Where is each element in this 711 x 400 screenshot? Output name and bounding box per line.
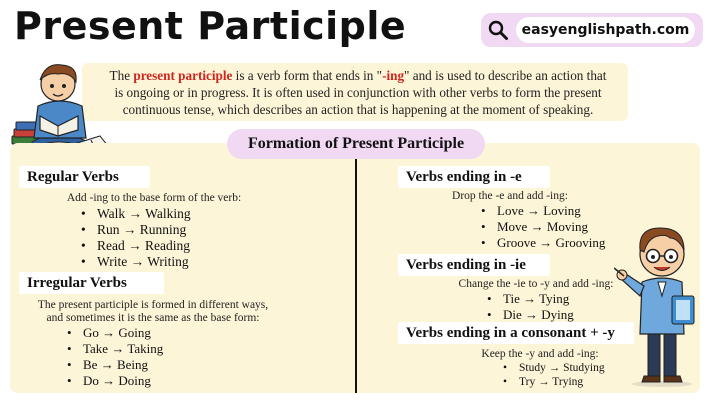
ending-e-note: Drop the -e and add -ing: <box>452 190 568 202</box>
column-divider <box>355 158 357 393</box>
list-item: • Be → Being <box>83 357 163 373</box>
intro-paragraph: The present participle is a verb form that ends in "-ing" and is used to describe an action that is ongoing or in progress. It is often used in conjunction with other verbs to form the present continuous tense, which describes an action that is happening at the moment of speaking. <box>82 63 628 121</box>
regular-verbs-heading: Regular Verbs <box>19 166 150 188</box>
list-item: • Take → Taking <box>83 341 163 357</box>
term-highlight: present participle <box>133 68 233 83</box>
list-item: • Study → Studying <box>519 362 605 376</box>
site-banner <box>481 13 703 47</box>
irregular-verbs-heading: Irregular Verbs <box>19 272 164 294</box>
list-item: • Read → Reading <box>97 238 191 254</box>
ending-ie-heading: Verbs ending in -ie <box>398 254 550 276</box>
ending-ie-note: Change the -ie to -y and add -ing: <box>458 278 614 290</box>
formation-title: Formation of Present Participle <box>227 129 485 159</box>
regular-verbs-note: Add -ing to the base form of the verb: <box>66 192 242 204</box>
list-item: • Tie → Tying <box>503 291 574 307</box>
teacher-illustration <box>614 212 706 388</box>
ending-e-examples <box>497 203 605 251</box>
ending-consonant-y-heading: Verbs ending in a consonant + -y <box>398 322 634 344</box>
list-item: • Go → Going <box>83 325 163 341</box>
list-item: • Walk → Walking <box>97 206 191 222</box>
page-title: Present Participle <box>14 4 407 48</box>
irregular-verbs-note: The present participle is formed in different ways, and sometimes it is the same as the base form: <box>37 299 269 324</box>
irregular-verbs-examples <box>83 325 163 389</box>
ending-highlight: -ing <box>382 68 405 83</box>
list-item: • Groove → Grooving <box>497 235 605 251</box>
list-item: • Write → Writing <box>97 254 191 270</box>
ending-e-heading: Verbs ending in -e <box>398 166 550 188</box>
ending-consonant-y-note: Keep the -y and add -ing: <box>481 348 599 360</box>
list-item: • Love → Loving <box>497 203 605 219</box>
regular-verbs-examples <box>97 206 191 270</box>
list-item: • Move → Moving <box>497 219 605 235</box>
list-item: • Do → Doing <box>83 373 163 389</box>
search-icon <box>487 19 509 41</box>
list-item: • Die → Dying <box>503 307 574 323</box>
ending-consonant-y-examples <box>519 362 605 389</box>
list-item: • Run → Running <box>97 222 191 238</box>
ending-ie-examples <box>503 291 574 323</box>
list-item: • Try → Trying <box>519 376 605 390</box>
site-url[interactable]: easyenglishpath.com <box>516 17 695 43</box>
